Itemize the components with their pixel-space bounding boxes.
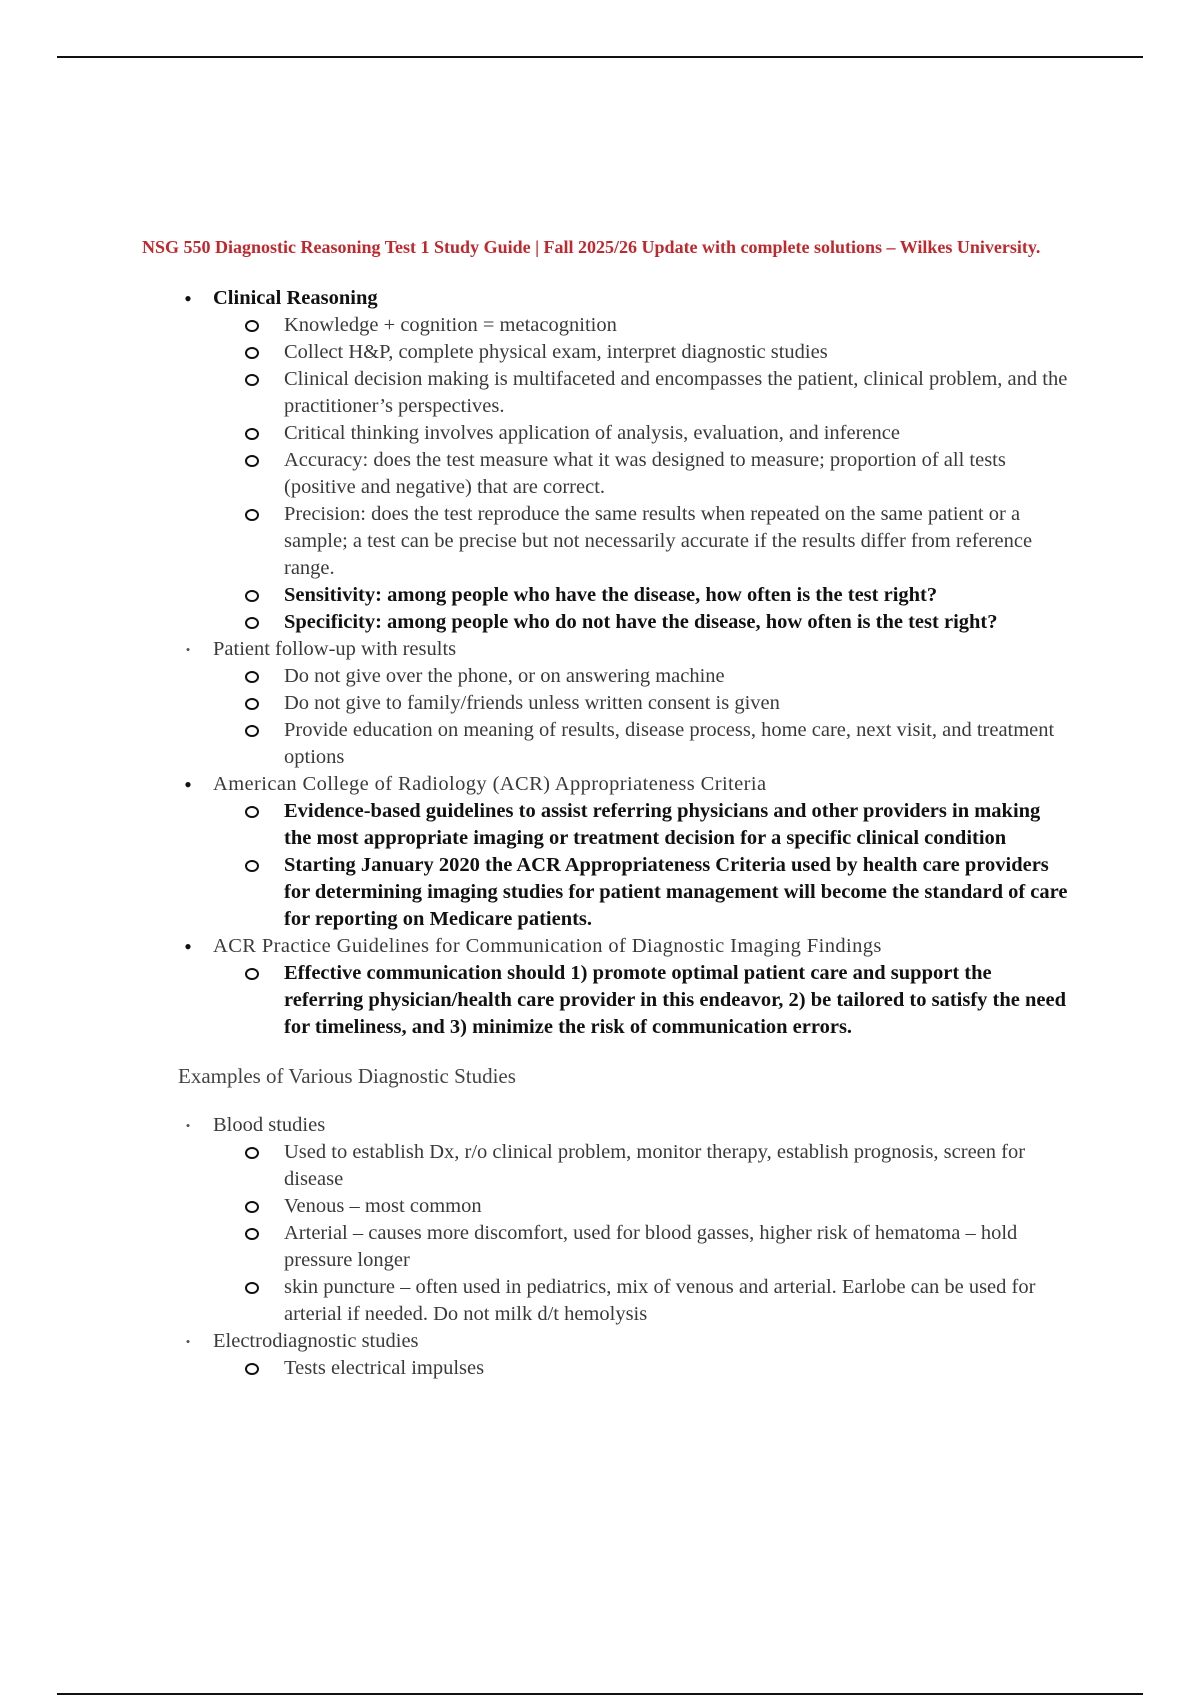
circle-bullet-icon — [245, 374, 259, 386]
list-item: Starting January 2020 the ACR Appropriateness Criteria used by health care providers for determining imaging studies for patient management will become the standard of care for reporting on Medicare patients. — [213, 852, 1072, 933]
circle-bullet-icon — [245, 347, 259, 359]
bullet-icon: • — [185, 1118, 191, 1133]
list-item: Precision: does the test reproduce the same results when repeated on the same patient or a sample; a test can be precise but not necessarily accurate if the results differ from reference range. — [213, 501, 1072, 582]
circle-bullet-icon — [245, 1228, 259, 1240]
section-acr-criteria — [142, 771, 1072, 933]
document-body — [142, 285, 1072, 1382]
list-item: Venous – most common — [213, 1193, 1072, 1220]
sub-list — [213, 1139, 1072, 1328]
circle-bullet-icon — [245, 671, 259, 683]
circle-bullet-icon — [245, 806, 259, 818]
list-item: Clinical decision making is multifaceted and encompasses the patient, clinical problem, and the practitioner’s perspectives. — [213, 366, 1072, 420]
document-title: NSG 550 Diagnostic Reasoning Test 1 Study Guide | Fall 2025/26 Update with complete solutions – Wilkes University. — [142, 237, 1041, 257]
bullet-icon: • — [184, 934, 192, 959]
top-rule — [57, 56, 1143, 58]
list-item: Tests electrical impulses — [213, 1355, 1072, 1382]
section-acr-guidelines — [142, 933, 1072, 1041]
circle-bullet-icon — [245, 698, 259, 710]
circle-bullet-icon — [245, 509, 259, 521]
section-electrodiagnostic — [142, 1328, 1072, 1382]
bottom-rule — [57, 1693, 1143, 1695]
circle-bullet-icon — [245, 1147, 259, 1159]
section-clinical-reasoning — [142, 285, 1072, 636]
bullet-icon: • — [184, 772, 192, 797]
section-heading: Clinical Reasoning — [213, 287, 378, 309]
list-item: Arterial – causes more discomfort, used for blood gasses, higher risk of hematoma – hold pressure longer — [213, 1220, 1072, 1274]
circle-bullet-icon — [245, 590, 259, 602]
circle-bullet-icon — [245, 968, 259, 980]
sub-list — [213, 663, 1072, 771]
list-item: Specificity: among people who do not have the disease, how often is the test right? — [213, 609, 1072, 636]
list-item: Used to establish Dx, r/o clinical problem, monitor therapy, establish prognosis, screen for disease — [213, 1139, 1072, 1193]
outline-list — [142, 285, 1072, 1041]
list-item: Do not give over the phone, or on answering machine — [213, 663, 1072, 690]
sub-list — [213, 960, 1072, 1041]
circle-bullet-icon — [245, 455, 259, 467]
section-heading: Electrodiagnostic studies — [213, 1330, 419, 1352]
circle-bullet-icon — [245, 860, 259, 872]
circle-bullet-icon — [245, 320, 259, 332]
circle-bullet-icon — [245, 1282, 259, 1294]
section-heading: Patient follow-up with results — [213, 638, 457, 660]
list-item: Do not give to family/friends unless written consent is given — [213, 690, 1072, 717]
list-item: Knowledge + cognition = metacognition — [213, 312, 1072, 339]
bullet-icon: • — [185, 1334, 191, 1349]
list-item: Accuracy: does the test measure what it was designed to measure; proportion of all tests (positive and negative) that are correct. — [213, 447, 1072, 501]
list-item: Effective communication should 1) promote optimal patient care and support the referring physician/health care provider in this endeavor, 2) be tailored to satisfy the need for timeliness, and 3) minimize the risk of communication errors. — [213, 960, 1072, 1041]
list-item: Collect H&P, complete physical exam, interpret diagnostic studies — [213, 339, 1072, 366]
circle-bullet-icon — [245, 617, 259, 629]
list-item: Critical thinking involves application of analysis, evaluation, and inference — [213, 420, 1072, 447]
examples-heading: Examples of Various Diagnostic Studies — [178, 1064, 516, 1088]
section-heading: American College of Radiology (ACR) Appropriateness Criteria — [213, 773, 767, 795]
circle-bullet-icon — [245, 1363, 259, 1375]
list-item: skin puncture – often used in pediatrics, mix of venous and arterial. Earlobe can be used for arterial if needed. Do not milk d/t hemolysis — [213, 1274, 1072, 1328]
section-heading: ACR Practice Guidelines for Communication of Diagnostic Imaging Findings — [213, 935, 882, 957]
circle-bullet-icon — [245, 428, 259, 440]
list-item: Provide education on meaning of results, disease process, home care, next visit, and treatment options — [213, 717, 1072, 771]
list-item: Sensitivity: among people who have the disease, how often is the test right? — [213, 582, 1072, 609]
list-item: Evidence-based guidelines to assist referring physicians and other providers in making the most appropriate imaging or treatment decision for a specific clinical condition — [213, 798, 1072, 852]
sub-list — [213, 1355, 1072, 1382]
bullet-icon: • — [185, 642, 191, 657]
circle-bullet-icon — [245, 1201, 259, 1213]
examples-list — [142, 1112, 1072, 1382]
section-patient-followup — [142, 636, 1072, 771]
sub-list — [213, 312, 1072, 636]
section-blood-studies — [142, 1112, 1072, 1328]
sub-list — [213, 798, 1072, 933]
circle-bullet-icon — [245, 725, 259, 737]
bullet-icon: • — [184, 286, 192, 311]
section-heading: Blood studies — [213, 1114, 326, 1136]
